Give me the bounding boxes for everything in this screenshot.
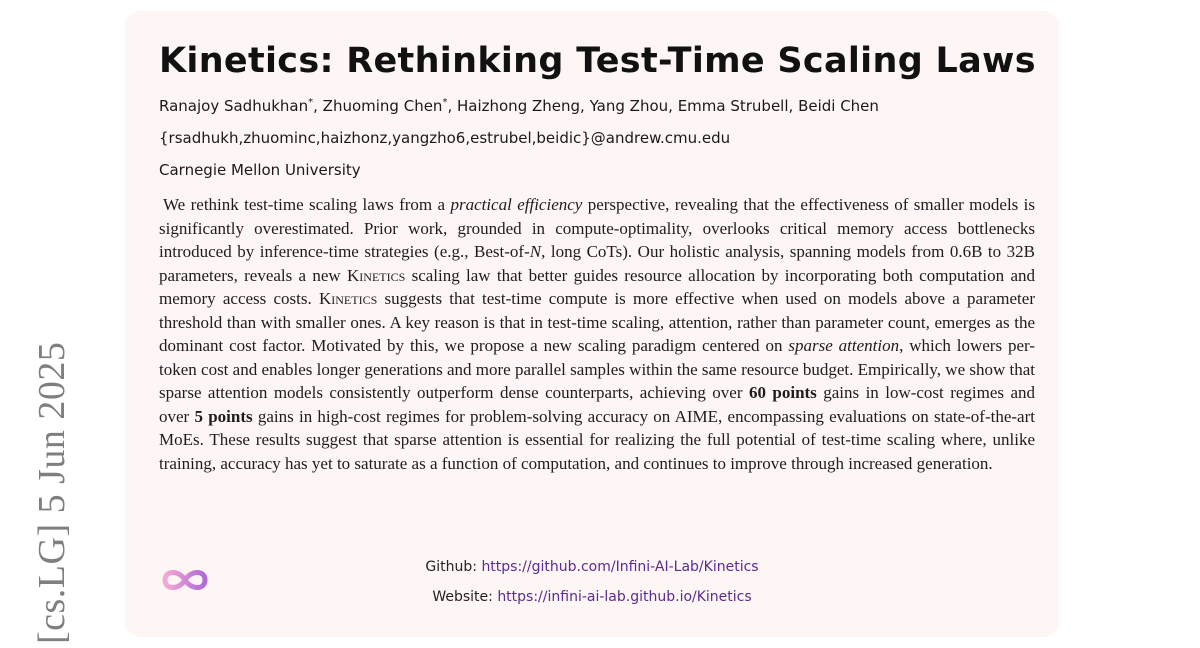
arxiv-side-stamp: [cs.LG] 5 Jun 2025 <box>31 341 73 644</box>
website-label: Website: <box>432 589 493 605</box>
abstract-text: , long CoTs). Our holistic analysis, spanning models from 0.6B to 32B parameters, reveals a new <box>159 242 1035 285</box>
abstract-math: N <box>529 242 542 261</box>
paper-header-card <box>125 11 1059 637</box>
abstract-emphasis: sparse attention <box>788 336 900 355</box>
abstract-bold: 5 points <box>194 406 253 426</box>
equal-contribution-mark: * <box>442 97 448 108</box>
abstract-text: perspective, revealing that the effectiveness of smaller models is significantly overestimated. Prior work, grounded in compute-optimality, overlooks critical memory access bottlenecks introduced by inference-time strategies (e.g., Best-of- <box>159 195 1035 261</box>
abstract-smallcaps: Kinetics <box>318 289 378 308</box>
author-name: Haizhong Zheng <box>456 97 581 115</box>
abstract-emphasis: practical efficiency <box>450 195 583 214</box>
author-name: Emma Strubell <box>677 97 789 115</box>
equal-contribution-mark: * <box>308 97 314 108</box>
author-name: Beidi Chen <box>798 97 879 115</box>
abstract-text: scaling law that better guides resource allocation by incorporating both computation and memory access costs. <box>159 265 1035 308</box>
website-link[interactable]: https://infini-ai-lab.github.io/Kinetics <box>497 589 752 605</box>
abstract-text: suggests that test-time compute is more effective when used on models above a parameter threshold than with smaller ones. A key reason is that in test-time scaling, attention, rather than parameter count, emerges as the dominant cost factor. Motivated by this, we propose a new scaling paradigm centered on <box>159 289 1035 355</box>
project-links <box>125 557 1059 617</box>
website-link-row <box>125 587 1059 617</box>
abstract-bold: 60 points <box>748 383 817 402</box>
abstract-text: We rethink test-time scaling laws from a <box>163 195 451 214</box>
github-label: Github: <box>425 559 477 575</box>
author-name: Zhuoming Chen <box>322 97 443 115</box>
author-name: Ranajoy Sadhukhan <box>159 97 309 115</box>
paper-title: Kinetics: Rethinking Test-Time Scaling Laws <box>159 41 1036 81</box>
github-link-row <box>125 557 1059 587</box>
affiliation: Carnegie Mellon University <box>159 161 361 179</box>
author-emails: {rsadhukh,zhuominc,haizhonz,yangzho6,estrubel,beidic}@andrew.cmu.edu <box>159 129 731 147</box>
abstract <box>159 193 1035 475</box>
github-link[interactable]: https://github.com/Infini-AI-Lab/Kinetics <box>481 559 759 575</box>
abstract-text: gains in high-cost regimes for problem-solving accuracy on AIME, encompassing evaluations on state-of-the-art MoEs. These results suggest that sparse attention is essential for realizing the full potential of test-time scaling where, unlike training, accuracy has yet to saturate as a function of computation, and continues to improve through increased generation. <box>159 406 1035 473</box>
abstract-smallcaps: Kinetics <box>347 265 406 285</box>
author-list: Ranajoy Sadhukhan*, Zhuoming Chen*, Haizhong Zheng, Yang Zhou, Emma Strubell, Beidi Chen <box>159 97 879 115</box>
abstract-paragraph <box>159 193 1035 475</box>
abstract-text: gains in low-cost regimes and over <box>159 383 1036 426</box>
abstract-text: , which lowers per-token cost and enables longer generations and more parallel samples within the same resource budget. Empirically, we show that sparse attention models consistently outperform dense counterparts, achieving over <box>159 336 1036 402</box>
author-name: Yang Zhou <box>589 97 669 115</box>
